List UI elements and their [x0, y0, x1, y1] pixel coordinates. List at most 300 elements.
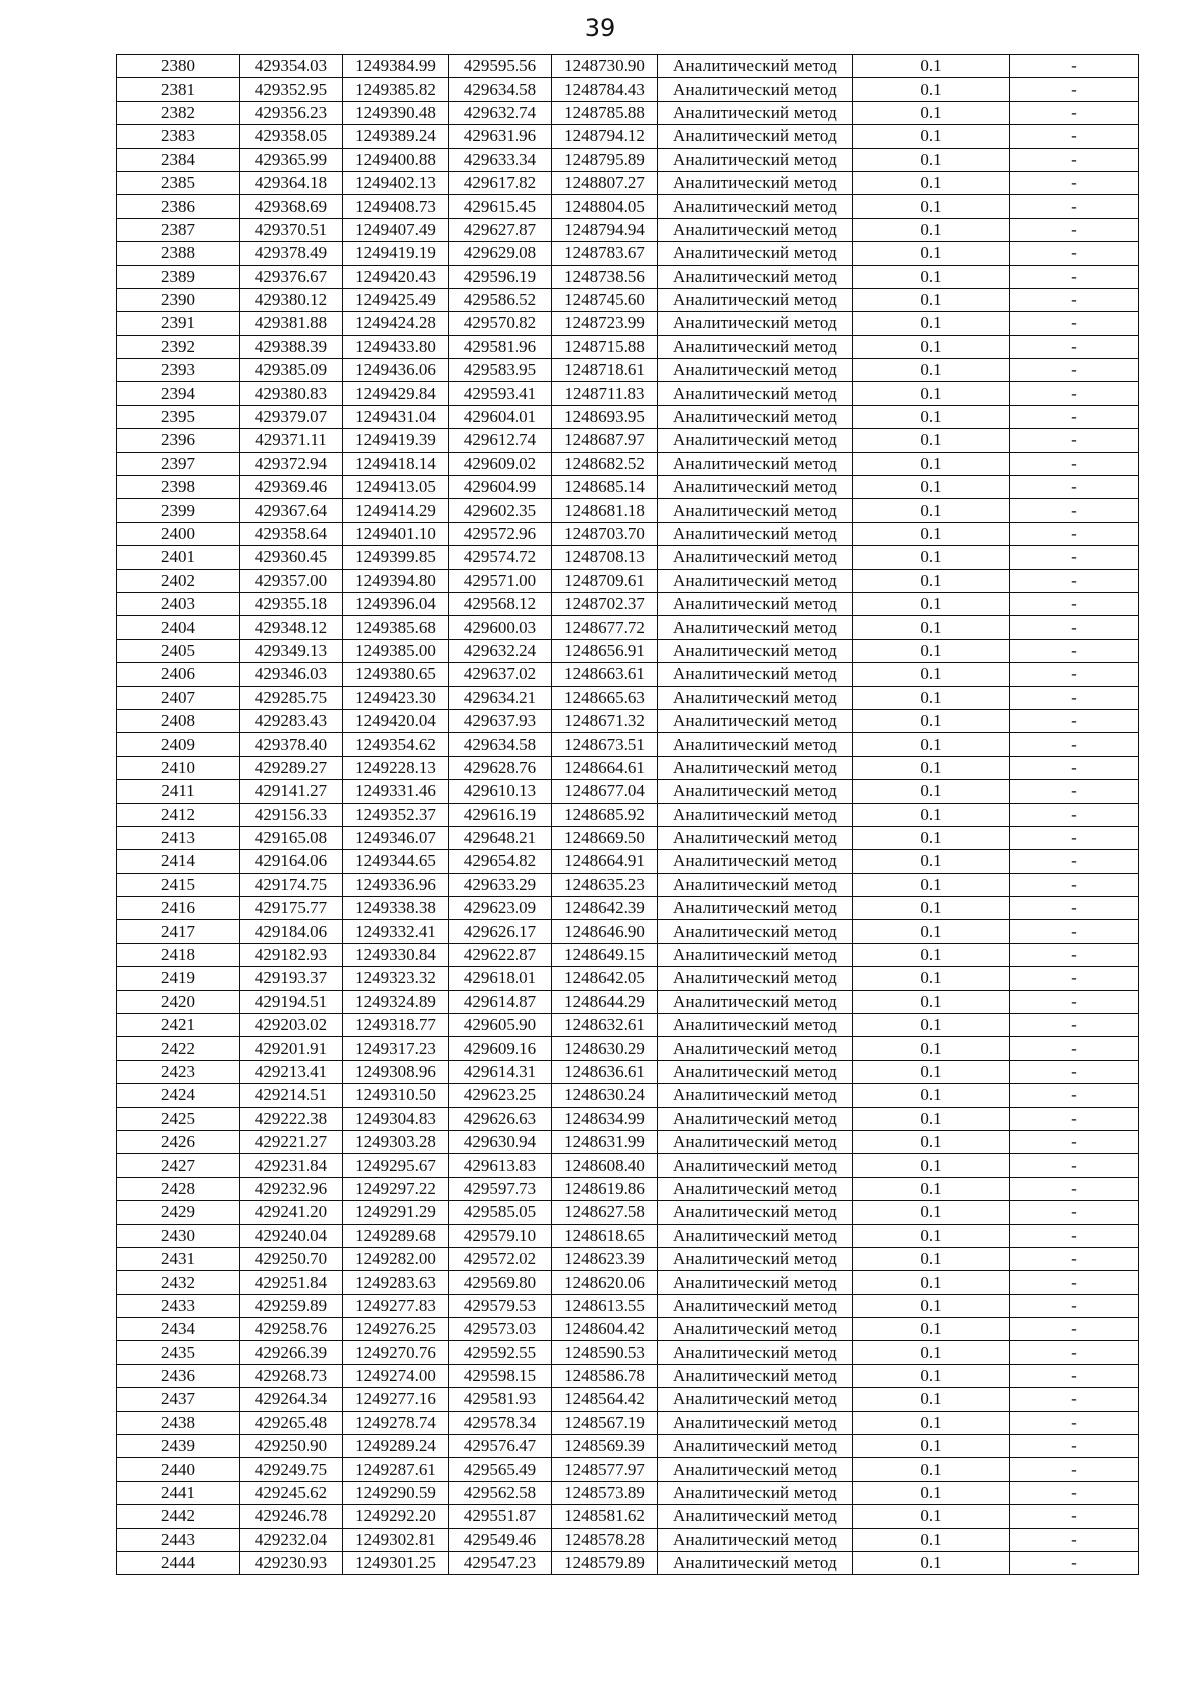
note-cell: -	[1010, 195, 1139, 218]
table-row	[117, 967, 1139, 990]
method-cell: Аналитический метод	[658, 148, 853, 171]
point-number-cell: 2407	[117, 686, 240, 709]
x1-cell: 429201.91	[240, 1037, 343, 1060]
x2-cell: 429596.19	[449, 265, 552, 288]
x2-cell: 429630.94	[449, 1130, 552, 1153]
table-row	[117, 1435, 1139, 1458]
y2-cell: 1248665.63	[552, 686, 658, 709]
method-cell: Аналитический метод	[658, 1505, 853, 1528]
method-cell: Аналитический метод	[658, 990, 853, 1013]
x2-cell: 429581.96	[449, 335, 552, 358]
accuracy-cell: 0.1	[853, 850, 1010, 873]
x1-cell: 429193.37	[240, 967, 343, 990]
method-cell: Аналитический метод	[658, 1130, 853, 1153]
y2-cell: 1248669.50	[552, 826, 658, 849]
y2-cell: 1248567.19	[552, 1411, 658, 1434]
note-cell: -	[1010, 125, 1139, 148]
note-cell: -	[1010, 312, 1139, 335]
table-row	[117, 1458, 1139, 1481]
x1-cell: 429268.73	[240, 1364, 343, 1387]
method-cell: Аналитический метод	[658, 1528, 853, 1551]
y2-cell: 1248573.89	[552, 1481, 658, 1504]
y1-cell: 1249399.85	[343, 546, 449, 569]
y2-cell: 1248577.97	[552, 1458, 658, 1481]
note-cell: -	[1010, 1552, 1139, 1575]
x2-cell: 429604.01	[449, 405, 552, 428]
table-row	[117, 335, 1139, 358]
method-cell: Аналитический метод	[658, 709, 853, 732]
point-number-cell: 2417	[117, 920, 240, 943]
accuracy-cell: 0.1	[853, 1364, 1010, 1387]
y2-cell: 1248685.92	[552, 803, 658, 826]
x2-cell: 429632.74	[449, 101, 552, 124]
x1-cell: 429380.12	[240, 288, 343, 311]
accuracy-cell: 0.1	[853, 288, 1010, 311]
note-cell: -	[1010, 733, 1139, 756]
method-cell: Аналитический метод	[658, 1481, 853, 1504]
y1-cell: 1249302.81	[343, 1528, 449, 1551]
point-number-cell: 2396	[117, 429, 240, 452]
accuracy-cell: 0.1	[853, 312, 1010, 335]
y2-cell: 1248677.72	[552, 616, 658, 639]
x2-cell: 429632.24	[449, 639, 552, 662]
x2-cell: 429613.83	[449, 1154, 552, 1177]
x2-cell: 429585.05	[449, 1201, 552, 1224]
x1-cell: 429232.96	[240, 1177, 343, 1200]
table-row	[117, 943, 1139, 966]
accuracy-cell: 0.1	[853, 686, 1010, 709]
x2-cell: 429618.01	[449, 967, 552, 990]
note-cell: -	[1010, 663, 1139, 686]
point-number-cell: 2391	[117, 312, 240, 335]
point-number-cell: 2416	[117, 897, 240, 920]
note-cell: -	[1010, 1435, 1139, 1458]
y1-cell: 1249336.96	[343, 873, 449, 896]
x2-cell: 429583.95	[449, 359, 552, 382]
method-cell: Аналитический метод	[658, 1084, 853, 1107]
point-number-cell: 2393	[117, 359, 240, 382]
x1-cell: 429213.41	[240, 1060, 343, 1083]
table-row	[117, 78, 1139, 101]
x1-cell: 429246.78	[240, 1505, 343, 1528]
accuracy-cell: 0.1	[853, 171, 1010, 194]
table-row	[117, 990, 1139, 1013]
accuracy-cell: 0.1	[853, 1177, 1010, 1200]
note-cell: -	[1010, 405, 1139, 428]
x2-cell: 429574.72	[449, 546, 552, 569]
y1-cell: 1249424.28	[343, 312, 449, 335]
y2-cell: 1248644.29	[552, 990, 658, 1013]
x2-cell: 429622.87	[449, 943, 552, 966]
y1-cell: 1249330.84	[343, 943, 449, 966]
y1-cell: 1249323.32	[343, 967, 449, 990]
y2-cell: 1248784.43	[552, 78, 658, 101]
y1-cell: 1249324.89	[343, 990, 449, 1013]
x2-cell: 429616.19	[449, 803, 552, 826]
x2-cell: 429627.87	[449, 218, 552, 241]
accuracy-cell: 0.1	[853, 639, 1010, 662]
table-row	[117, 1084, 1139, 1107]
table-row	[117, 1247, 1139, 1270]
point-number-cell: 2385	[117, 171, 240, 194]
table-row	[117, 709, 1139, 732]
table-row	[117, 195, 1139, 218]
y2-cell: 1248681.18	[552, 499, 658, 522]
y2-cell: 1248619.86	[552, 1177, 658, 1200]
point-number-cell: 2390	[117, 288, 240, 311]
method-cell: Аналитический метод	[658, 592, 853, 615]
method-cell: Аналитический метод	[658, 1247, 853, 1270]
point-number-cell: 2418	[117, 943, 240, 966]
accuracy-cell: 0.1	[853, 1247, 1010, 1270]
y2-cell: 1248578.28	[552, 1528, 658, 1551]
accuracy-cell: 0.1	[853, 780, 1010, 803]
note-cell: -	[1010, 709, 1139, 732]
accuracy-cell: 0.1	[853, 55, 1010, 78]
table-row	[117, 733, 1139, 756]
table-row	[117, 171, 1139, 194]
y2-cell: 1248564.42	[552, 1388, 658, 1411]
table-row	[117, 1318, 1139, 1341]
method-cell: Аналитический метод	[658, 476, 853, 499]
point-number-cell: 2384	[117, 148, 240, 171]
point-number-cell: 2421	[117, 1014, 240, 1037]
y2-cell: 1248604.42	[552, 1318, 658, 1341]
y2-cell: 1248718.61	[552, 359, 658, 382]
x1-cell: 429289.27	[240, 756, 343, 779]
y1-cell: 1249429.84	[343, 382, 449, 405]
point-number-cell: 2419	[117, 967, 240, 990]
table-row	[117, 288, 1139, 311]
y1-cell: 1249332.41	[343, 920, 449, 943]
table-row	[117, 1014, 1139, 1037]
table-row	[117, 756, 1139, 779]
y1-cell: 1249420.43	[343, 265, 449, 288]
method-cell: Аналитический метод	[658, 125, 853, 148]
accuracy-cell: 0.1	[853, 476, 1010, 499]
x2-cell: 429570.82	[449, 312, 552, 335]
x2-cell: 429617.82	[449, 171, 552, 194]
y1-cell: 1249423.30	[343, 686, 449, 709]
accuracy-cell: 0.1	[853, 733, 1010, 756]
note-cell: -	[1010, 1130, 1139, 1153]
point-number-cell: 2424	[117, 1084, 240, 1107]
x1-cell: 429258.76	[240, 1318, 343, 1341]
note-cell: -	[1010, 218, 1139, 241]
y1-cell: 1249277.83	[343, 1294, 449, 1317]
accuracy-cell: 0.1	[853, 967, 1010, 990]
y2-cell: 1248673.51	[552, 733, 658, 756]
method-cell: Аналитический метод	[658, 1224, 853, 1247]
table-row	[117, 1481, 1139, 1504]
x2-cell: 429592.55	[449, 1341, 552, 1364]
method-cell: Аналитический метод	[658, 452, 853, 475]
x1-cell: 429378.40	[240, 733, 343, 756]
note-cell: -	[1010, 1107, 1139, 1130]
y1-cell: 1249287.61	[343, 1458, 449, 1481]
method-cell: Аналитический метод	[658, 1411, 853, 1434]
x2-cell: 429615.45	[449, 195, 552, 218]
table-row	[117, 663, 1139, 686]
note-cell: -	[1010, 756, 1139, 779]
point-number-cell: 2383	[117, 125, 240, 148]
y1-cell: 1249228.13	[343, 756, 449, 779]
y1-cell: 1249291.29	[343, 1201, 449, 1224]
note-cell: -	[1010, 943, 1139, 966]
y1-cell: 1249407.49	[343, 218, 449, 241]
y1-cell: 1249414.29	[343, 499, 449, 522]
note-cell: -	[1010, 546, 1139, 569]
note-cell: -	[1010, 1014, 1139, 1037]
note-cell: -	[1010, 476, 1139, 499]
x1-cell: 429388.39	[240, 335, 343, 358]
x1-cell: 429184.06	[240, 920, 343, 943]
point-number-cell: 2387	[117, 218, 240, 241]
x1-cell: 429194.51	[240, 990, 343, 1013]
y2-cell: 1248693.95	[552, 405, 658, 428]
table-row	[117, 569, 1139, 592]
y1-cell: 1249396.04	[343, 592, 449, 615]
x1-cell: 429358.64	[240, 522, 343, 545]
table-row	[117, 405, 1139, 428]
table-row	[117, 616, 1139, 639]
table-row	[117, 1177, 1139, 1200]
method-cell: Аналитический метод	[658, 546, 853, 569]
point-number-cell: 2410	[117, 756, 240, 779]
x2-cell: 429597.73	[449, 1177, 552, 1200]
y2-cell: 1248620.06	[552, 1271, 658, 1294]
x1-cell: 429230.93	[240, 1552, 343, 1575]
table-row	[117, 429, 1139, 452]
table-row	[117, 546, 1139, 569]
table-row	[117, 1341, 1139, 1364]
method-cell: Аналитический метод	[658, 663, 853, 686]
y2-cell: 1248677.04	[552, 780, 658, 803]
accuracy-cell: 0.1	[853, 452, 1010, 475]
note-cell: -	[1010, 1060, 1139, 1083]
accuracy-cell: 0.1	[853, 499, 1010, 522]
method-cell: Аналитический метод	[658, 1435, 853, 1458]
y2-cell: 1248613.55	[552, 1294, 658, 1317]
table-row	[117, 1130, 1139, 1153]
y2-cell: 1248703.70	[552, 522, 658, 545]
method-cell: Аналитический метод	[658, 826, 853, 849]
method-cell: Аналитический метод	[658, 312, 853, 335]
accuracy-cell: 0.1	[853, 826, 1010, 849]
table-row	[117, 522, 1139, 545]
x1-cell: 429355.18	[240, 592, 343, 615]
y2-cell: 1248738.56	[552, 265, 658, 288]
table-row	[117, 382, 1139, 405]
y1-cell: 1249308.96	[343, 1060, 449, 1083]
point-number-cell: 2381	[117, 78, 240, 101]
y1-cell: 1249277.16	[343, 1388, 449, 1411]
method-cell: Аналитический метод	[658, 1107, 853, 1130]
y1-cell: 1249301.25	[343, 1552, 449, 1575]
table-row	[117, 592, 1139, 615]
y2-cell: 1248634.99	[552, 1107, 658, 1130]
y1-cell: 1249385.00	[343, 639, 449, 662]
table-row	[117, 826, 1139, 849]
table-row	[117, 873, 1139, 896]
x1-cell: 429285.75	[240, 686, 343, 709]
y2-cell: 1248682.52	[552, 452, 658, 475]
point-number-cell: 2444	[117, 1552, 240, 1575]
x2-cell: 429629.08	[449, 242, 552, 265]
method-cell: Аналитический метод	[658, 1271, 853, 1294]
y2-cell: 1248785.88	[552, 101, 658, 124]
method-cell: Аналитический метод	[658, 803, 853, 826]
method-cell: Аналитический метод	[658, 522, 853, 545]
table-row	[117, 1271, 1139, 1294]
x1-cell: 429156.33	[240, 803, 343, 826]
y2-cell: 1248687.97	[552, 429, 658, 452]
y1-cell: 1249282.00	[343, 1247, 449, 1270]
accuracy-cell: 0.1	[853, 242, 1010, 265]
note-cell: -	[1010, 359, 1139, 382]
note-cell: -	[1010, 1318, 1139, 1341]
accuracy-cell: 0.1	[853, 1224, 1010, 1247]
x2-cell: 429654.82	[449, 850, 552, 873]
note-cell: -	[1010, 967, 1139, 990]
point-number-cell: 2406	[117, 663, 240, 686]
x1-cell: 429182.93	[240, 943, 343, 966]
method-cell: Аналитический метод	[658, 335, 853, 358]
coordinates-table	[116, 54, 1139, 1575]
note-cell: -	[1010, 522, 1139, 545]
table-row	[117, 1154, 1139, 1177]
method-cell: Аналитический метод	[658, 499, 853, 522]
accuracy-cell: 0.1	[853, 1060, 1010, 1083]
point-number-cell: 2398	[117, 476, 240, 499]
accuracy-cell: 0.1	[853, 1037, 1010, 1060]
method-cell: Аналитический метод	[658, 1341, 853, 1364]
x1-cell: 429367.64	[240, 499, 343, 522]
method-cell: Аналитический метод	[658, 242, 853, 265]
y1-cell: 1249420.04	[343, 709, 449, 732]
accuracy-cell: 0.1	[853, 101, 1010, 124]
x1-cell: 429371.11	[240, 429, 343, 452]
method-cell: Аналитический метод	[658, 1364, 853, 1387]
y1-cell: 1249278.74	[343, 1411, 449, 1434]
y1-cell: 1249380.65	[343, 663, 449, 686]
accuracy-cell: 0.1	[853, 990, 1010, 1013]
note-cell: -	[1010, 780, 1139, 803]
y2-cell: 1248646.90	[552, 920, 658, 943]
y2-cell: 1248709.61	[552, 569, 658, 592]
table-row	[117, 920, 1139, 943]
point-number-cell: 2437	[117, 1388, 240, 1411]
method-cell: Аналитический метод	[658, 967, 853, 990]
y1-cell: 1249352.37	[343, 803, 449, 826]
coordinates-table-body	[117, 55, 1139, 1575]
y1-cell: 1249295.67	[343, 1154, 449, 1177]
x1-cell: 429250.90	[240, 1435, 343, 1458]
note-cell: -	[1010, 499, 1139, 522]
y1-cell: 1249402.13	[343, 171, 449, 194]
y2-cell: 1248630.29	[552, 1037, 658, 1060]
accuracy-cell: 0.1	[853, 218, 1010, 241]
y1-cell: 1249283.63	[343, 1271, 449, 1294]
y1-cell: 1249385.82	[343, 78, 449, 101]
point-number-cell: 2402	[117, 569, 240, 592]
x2-cell: 429572.02	[449, 1247, 552, 1270]
point-number-cell: 2400	[117, 522, 240, 545]
x1-cell: 429381.88	[240, 312, 343, 335]
table-row	[117, 242, 1139, 265]
y1-cell: 1249413.05	[343, 476, 449, 499]
note-cell: -	[1010, 148, 1139, 171]
x2-cell: 429602.35	[449, 499, 552, 522]
note-cell: -	[1010, 1341, 1139, 1364]
accuracy-cell: 0.1	[853, 1294, 1010, 1317]
point-number-cell: 2433	[117, 1294, 240, 1317]
note-cell: -	[1010, 429, 1139, 452]
note-cell: -	[1010, 920, 1139, 943]
x2-cell: 429614.31	[449, 1060, 552, 1083]
table-row	[117, 1294, 1139, 1317]
x1-cell: 429370.51	[240, 218, 343, 241]
y2-cell: 1248642.39	[552, 897, 658, 920]
y2-cell: 1248618.65	[552, 1224, 658, 1247]
point-number-cell: 2399	[117, 499, 240, 522]
y2-cell: 1248642.05	[552, 967, 658, 990]
x2-cell: 429579.10	[449, 1224, 552, 1247]
x2-cell: 429551.87	[449, 1505, 552, 1528]
method-cell: Аналитический метод	[658, 639, 853, 662]
table-row	[117, 359, 1139, 382]
x1-cell: 429222.38	[240, 1107, 343, 1130]
note-cell: -	[1010, 1271, 1139, 1294]
point-number-cell: 2414	[117, 850, 240, 873]
point-number-cell: 2435	[117, 1341, 240, 1364]
table-row	[117, 218, 1139, 241]
note-cell: -	[1010, 1154, 1139, 1177]
note-cell: -	[1010, 616, 1139, 639]
note-cell: -	[1010, 1505, 1139, 1528]
y2-cell: 1248723.99	[552, 312, 658, 335]
method-cell: Аналитический метод	[658, 1037, 853, 1060]
y2-cell: 1248745.60	[552, 288, 658, 311]
y2-cell: 1248590.53	[552, 1341, 658, 1364]
x1-cell: 429266.39	[240, 1341, 343, 1364]
y2-cell: 1248656.91	[552, 639, 658, 662]
point-number-cell: 2425	[117, 1107, 240, 1130]
point-number-cell: 2426	[117, 1130, 240, 1153]
x1-cell: 429348.12	[240, 616, 343, 639]
x1-cell: 429265.48	[240, 1411, 343, 1434]
table-row	[117, 476, 1139, 499]
note-cell: -	[1010, 452, 1139, 475]
x2-cell: 429628.76	[449, 756, 552, 779]
note-cell: -	[1010, 1201, 1139, 1224]
accuracy-cell: 0.1	[853, 803, 1010, 826]
accuracy-cell: 0.1	[853, 195, 1010, 218]
note-cell: -	[1010, 1084, 1139, 1107]
method-cell: Аналитический метод	[658, 1294, 853, 1317]
table-row	[117, 312, 1139, 335]
y1-cell: 1249400.88	[343, 148, 449, 171]
note-cell: -	[1010, 1247, 1139, 1270]
y1-cell: 1249310.50	[343, 1084, 449, 1107]
note-cell: -	[1010, 1294, 1139, 1317]
note-cell: -	[1010, 1458, 1139, 1481]
point-number-cell: 2412	[117, 803, 240, 826]
y2-cell: 1248708.13	[552, 546, 658, 569]
x1-cell: 429379.07	[240, 405, 343, 428]
note-cell: -	[1010, 288, 1139, 311]
point-number-cell: 2420	[117, 990, 240, 1013]
